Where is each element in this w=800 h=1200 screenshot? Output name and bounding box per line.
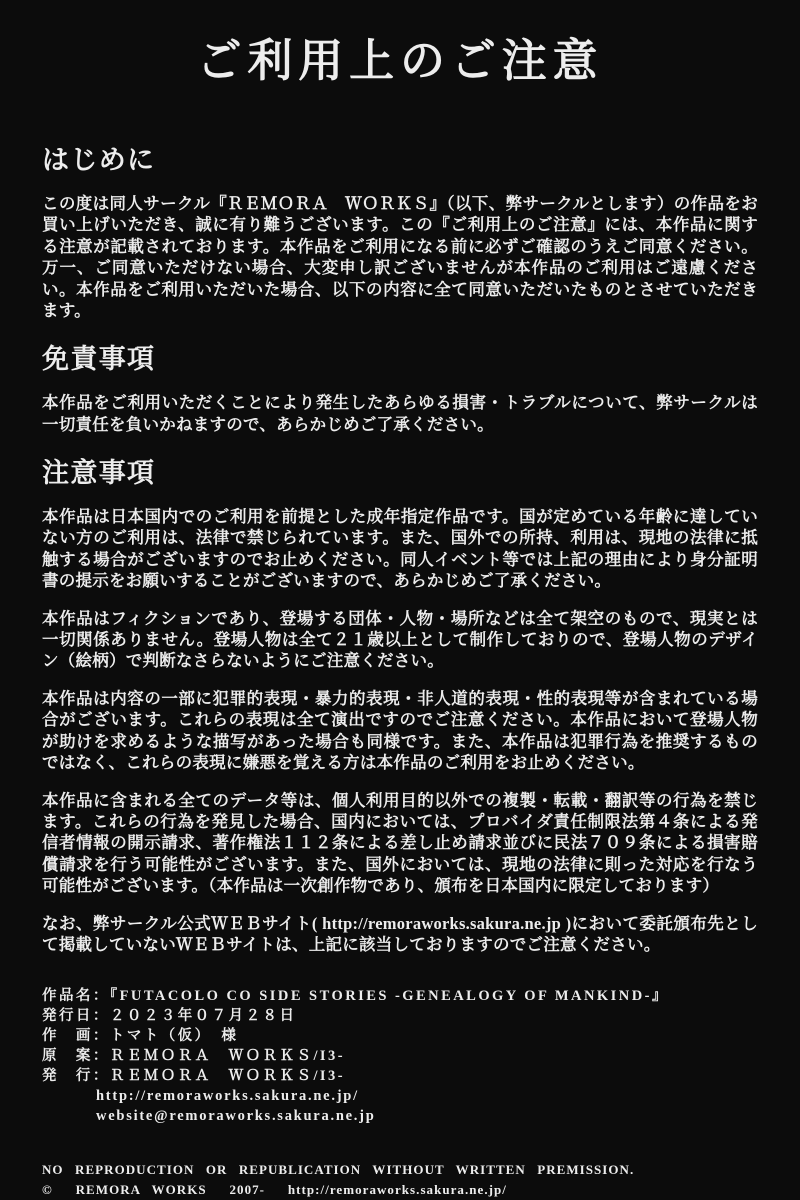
footer xyxy=(42,1160,758,1200)
section-disclaimer xyxy=(42,343,758,435)
caution-paragraph-age-restriction: 本作品は日本国内でのご利用を前提とした成年指定作品です。国が定めている年齢に達していない方のご利用は、法律で禁じられています。また、国外での所持、利用は、現地の法律に抵触する場合がございますのでお止めください。同人イベント等では上記の理由により身分証明書の提示をお願いすることがございますので、あらかじめご了承ください。 xyxy=(42,506,758,591)
colophon-work-title: 作品名：『FUTACOLO CO SIDE STORIES -GENEALOGY OF MANKIND-』 xyxy=(42,987,669,1004)
colophon-email-address: website@remoraworks.sakura.ne.jp xyxy=(96,1107,376,1124)
caution-paragraph-fiction: 本作品はフィクションであり、登場する団体・人物・場所などは全て架空のもので、現実とは一切関係ありません。登場人物は全て２１歳以上として制作しておりので、登場人物のデザイン（絵柄）で判断なさらないようにご注意ください。 xyxy=(42,608,758,671)
colophon-website-url: http://remoraworks.sakura.ne.jp/ xyxy=(96,1087,359,1104)
section-introduction xyxy=(42,144,758,321)
page-title: ご利用上のご注意 xyxy=(196,36,604,86)
introduction-paragraph: この度は同人サークル『ＲＥＭＯＲＡ ＷＯＲＫＳ』（以下、弊サークルとします）の作品をお買い上げいただき、誠に有り難うございます。この『ご利用上のご注意』には、本作品に関する注意が記載されております。本作品をご利用になる前に必ずご確認のうえご同意ください。万一、ご同意いただけない場合、大変申し訳ございませんが本作品のご利用はご遠慮ください。本作品をご利用いただいた場合、以下の内容に全て同意いただいたものとさせていただきます。 xyxy=(42,193,758,320)
footer-no-reproduction-notice: NO REPRODUCTION OR REPUBLICATION WITHOUT WRITTEN PREMISSION. xyxy=(42,1161,635,1177)
colophon-publisher: 発 行：ＲＥＭＯＲＡ ＷＯＲＫＳ/I3- xyxy=(42,1067,346,1084)
footer-copyright-line: © REMORA WORKS 2007- http://remoraworks.sakura.ne.jp/ xyxy=(42,1181,507,1197)
colophon xyxy=(42,986,758,1126)
disclaimer-heading: 免責事項 xyxy=(42,344,156,375)
colophon-artist: 作 画：トマト（仮） 様 xyxy=(42,1027,239,1044)
section-cautions xyxy=(42,457,758,956)
caution-paragraph-copyright: 本作品に含まれる全てのデータ等は、個人利用目的以外での複製・転載・翻訳等の行為を禁じます。これらの行為を発見した場合、国内においては、プロバイダ責任制限法第４条による発信者情報の開示請求、著作権法１１２条による差し止め請求並びに民法７０９条による損害賠償請求を行う可能性がございます。また、国外においては、現地の法律に則った対応を行なう可能性がございます。（本作品は一次創作物であり、頒布を日本国内に限定しております） xyxy=(42,790,758,896)
colophon-publication-date: 発行日：２０２３年０７月２８日 xyxy=(42,1007,297,1024)
disclaimer-paragraph: 本作品をご利用いただくことにより発生したあらゆる損害・トラブルについて、弊サークルは一切責任を負いかねますので、あらかじめご了承ください。 xyxy=(42,393,758,434)
caution-paragraph-website: なお、弊サークル公式ＷＥＢサイト( http://remoraworks.sakura.ne.jp )において委託頒布先として掲載していないＷＥＢサイトは、上記に該当しておりますのでご注意ください。 xyxy=(42,913,758,955)
caution-paragraph-expressions: 本作品は内容の一部に犯罪的表現・暴力的表現・非人道的表現・性的表現等が含まれている場合がございます。これらの表現は全て演出ですのでご注意ください。本作品において登場人物が助けを求めるような描写があった場合も同様です。また、本作品は犯罪行為を推奨するものではなく、これらの表現に嫌悪を覚える方は本作品のご利用をお止めください。 xyxy=(42,688,758,773)
colophon-original-concept: 原 案：ＲＥＭＯＲＡ ＷＯＲＫＳ/I3- xyxy=(42,1047,346,1064)
introduction-heading: はじめに xyxy=(42,145,156,175)
cautions-heading: 注意事項 xyxy=(42,458,156,488)
